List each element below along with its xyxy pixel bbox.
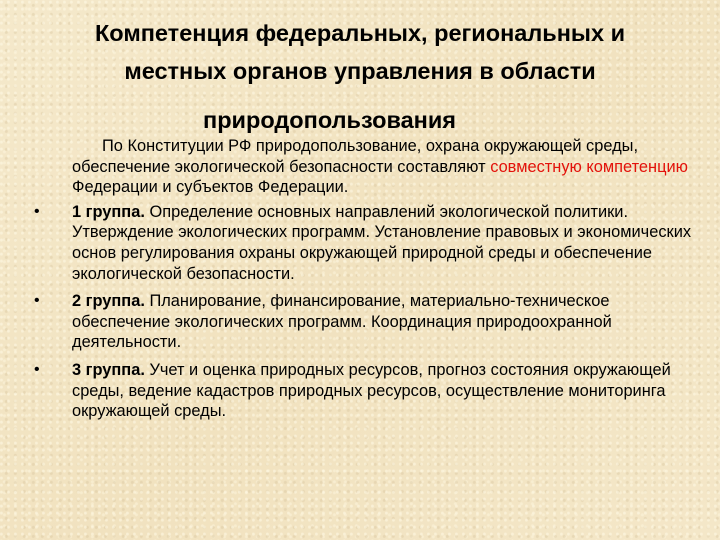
intro-paragraph: [34, 136, 694, 198]
bullet-icon: •: [34, 360, 40, 378]
group-label: 3 группа.: [72, 360, 145, 379]
intro-highlight: совместную компетенцию: [490, 157, 688, 176]
slide-body: [34, 136, 694, 429]
title-line-1: Компетенция федеральных, региональных и: [94, 20, 626, 46]
group-text: Учет и оценка природных ресурсов, прогноз состояния окружающей среды, ведение кадастров природных ресурсов, осуществление мониторинга окружающей среды.: [72, 360, 671, 421]
group-text: Планирование, финансирование, материально-техническое обеспечение экологических программ. Координация природоохранной деятельности.: [72, 292, 612, 352]
bullet-icon: •: [34, 292, 40, 310]
group-list: [34, 202, 694, 422]
bullet-icon: •: [34, 202, 40, 220]
group-text: Определение основных направлений экологической политики. Утверждение экологических программ. Установление правовых и экономических основ регулирования охраны окружающей природной среды и обеспечение экологической безопасности.: [72, 202, 692, 283]
title-line-3: природопользования: [203, 107, 457, 133]
intro-text-before: По Конституции РФ природопользование, охрана окружающей среды, обеспечение экологической безопасности составляют: [72, 137, 639, 176]
intro-text-after: Федерации и субъектов Федерации.: [72, 178, 349, 197]
slide-title: [20, 14, 700, 139]
group-item-1: [34, 202, 694, 284]
group-item-2: [34, 291, 694, 353]
group-item-3: [34, 360, 694, 422]
group-label: 1 группа.: [72, 202, 145, 221]
title-line-2: местных органов управления в области: [124, 58, 596, 84]
group-label: 2 группа.: [72, 292, 145, 311]
